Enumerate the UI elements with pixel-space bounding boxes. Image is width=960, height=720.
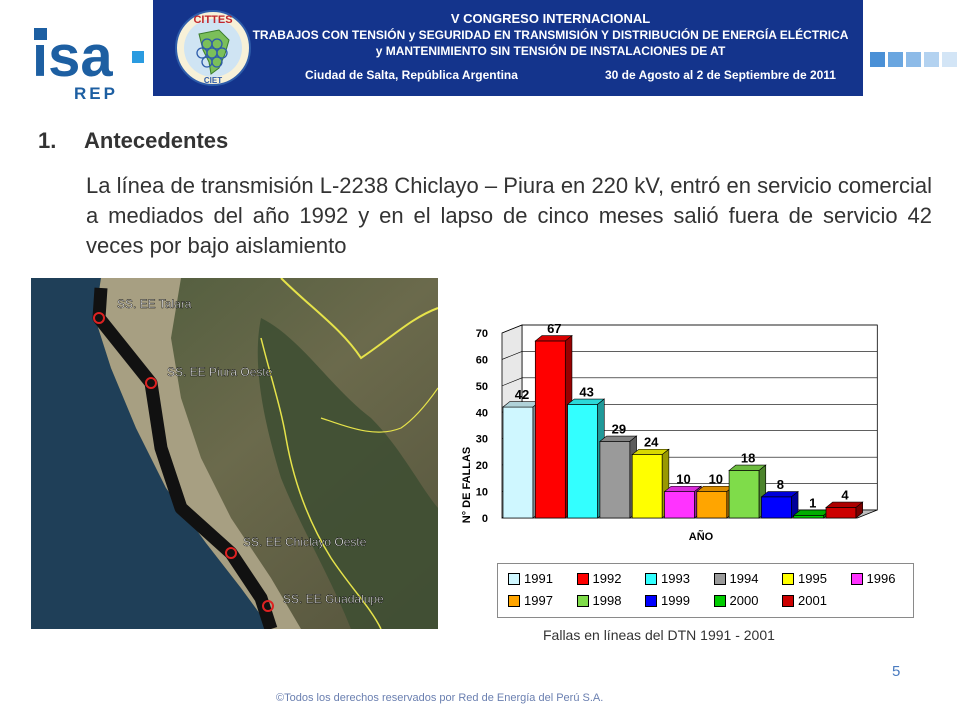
body-paragraph: La línea de transmisión L-2238 Chiclayo – Piura en 220 kV, entró en servicio comercial a mediados del año 1992 y en el lapso de cinco meses salió fuera de servicio 42 veces por bajo aislamiento (86, 173, 932, 258)
legend-swatch (645, 595, 657, 607)
chart-x-axis-label: AÑO (688, 531, 714, 543)
legend-label: 2001 (798, 593, 827, 608)
legend-label: 1997 (524, 593, 553, 608)
chart-y-axis-label: N° DE FALLAS (461, 446, 473, 524)
legend-label: 1994 (729, 571, 759, 586)
legend-swatch (508, 573, 520, 585)
chart-data-label-1994: 29 (611, 421, 627, 437)
chart-y-tick-label: 40 (475, 407, 488, 420)
legend-swatch (714, 573, 726, 585)
chart-data-label-2000: 1 (809, 495, 817, 511)
chart-y-tick-label: 50 (475, 380, 488, 393)
chart-data-label-1992: 67 (547, 320, 562, 336)
chart-bar-front (794, 515, 824, 518)
conference-banner (153, 0, 863, 96)
chart-data-label-2001: 4 (841, 487, 849, 503)
chart-bar-front (600, 441, 630, 518)
seal-bottom-text: CIET (203, 76, 223, 85)
banner-line2: TRABAJOS CON TENSIÓN y SEGURIDAD EN TRANSMISIÓN Y DISTRIBUCIÓN DE ENERGÍA ELÉCTRICA (252, 28, 849, 42)
map-label-guadalupe: SS. EE Guadalupe (283, 592, 384, 606)
chart-y-tick-label: 60 (475, 354, 488, 367)
chart-bar-1992 (535, 336, 572, 518)
chart-bar-1998 (729, 465, 766, 518)
chart-bar-1993 (568, 399, 605, 518)
chart-bar-2000 (794, 510, 831, 518)
chart-y-tick-label: 30 (475, 433, 488, 446)
chart-data-label-1997: 10 (708, 471, 724, 487)
chart-bar-front (535, 341, 565, 518)
legend-label: 1996 (866, 571, 896, 586)
chart-bar-1991 (503, 402, 540, 518)
chart-bar-front (568, 404, 598, 518)
legend-label: 2000 (729, 593, 759, 608)
map-label-piura: SS. EE Piura Oeste (167, 365, 273, 379)
chart-bar-2001 (826, 502, 863, 518)
map-label-chiclayo: SS. EE Chiclayo Oeste (243, 535, 367, 549)
legend-swatch (714, 595, 726, 607)
legend-swatch (577, 595, 589, 607)
legend-label: 1998 (592, 593, 622, 608)
chart-bar-front (632, 455, 662, 518)
chart-y-ticks (476, 328, 488, 525)
chart-bar-1999 (761, 492, 798, 518)
legend-label: 1993 (661, 571, 690, 586)
chart-y-tick-label: 0 (481, 513, 488, 525)
banner-location: Ciudad de Salta, República Argentina (305, 68, 518, 82)
legend-label: 1991 (524, 571, 553, 586)
chart-data-label-1995: 24 (643, 434, 659, 450)
chart-y-tick-label: 10 (475, 486, 488, 499)
chart-legend (497, 563, 914, 618)
chart-y-tick-label: 20 (475, 460, 488, 473)
chart-data-label-1996: 10 (676, 471, 691, 487)
chart-data-label-1998: 18 (740, 450, 756, 466)
legend-swatch (851, 573, 863, 585)
chart-bar-1997 (697, 486, 734, 518)
copyright-footer: ©Todos los derechos reservados por Red de Energía del Perú S.A. (276, 692, 604, 704)
chart-bar-front (503, 407, 533, 518)
chart-data-label-1991: 42 (514, 387, 530, 402)
chart-bar-front (697, 492, 727, 518)
chart-bar-1995 (632, 449, 669, 518)
seal-top-text: CITTES (193, 14, 233, 26)
satellite-map (31, 278, 438, 629)
chart-bar-front (761, 497, 791, 518)
banner-line1: V CONGRESO INTERNACIONAL (450, 11, 651, 26)
chart-bar-1994 (600, 436, 637, 518)
legend-label: 1995 (798, 571, 827, 586)
chart-data-label-1993: 43 (579, 384, 594, 400)
chart-bar-1996 (665, 486, 702, 518)
chart-caption: Fallas en líneas del DTN 1991 - 2001 (543, 627, 775, 643)
map-label-talara: SS. EE Talara (117, 297, 192, 311)
section-title: Antecedentes (84, 128, 229, 153)
banner-line3: y MANTENIMIENTO SIN TENSIÓN DE INSTALACIONES DE AT (375, 44, 726, 58)
chart-bar-front (729, 470, 759, 518)
chart-y-tick-label: 70 (475, 328, 488, 340)
chart-bar-front (826, 507, 856, 518)
page-number: 5 (892, 663, 901, 680)
legend-swatch (782, 595, 794, 607)
legend-swatch (577, 573, 589, 585)
legend-label: 1999 (661, 593, 690, 608)
cittes-seal (175, 8, 251, 88)
banner-dates: 30 de Agosto al 2 de Septiembre de 2011 (605, 68, 836, 82)
section-number: 1. (38, 128, 57, 153)
logo-wordmark: isa (32, 24, 113, 89)
logo-rep-text: REP (74, 84, 118, 103)
chart-bar-front (665, 492, 695, 518)
legend-swatch (645, 573, 657, 585)
legend-swatch (782, 573, 794, 585)
section-heading (38, 128, 228, 154)
legend-label: 1992 (592, 571, 622, 586)
chart-data-label-1999: 8 (776, 476, 785, 492)
legend-swatch (508, 595, 520, 607)
